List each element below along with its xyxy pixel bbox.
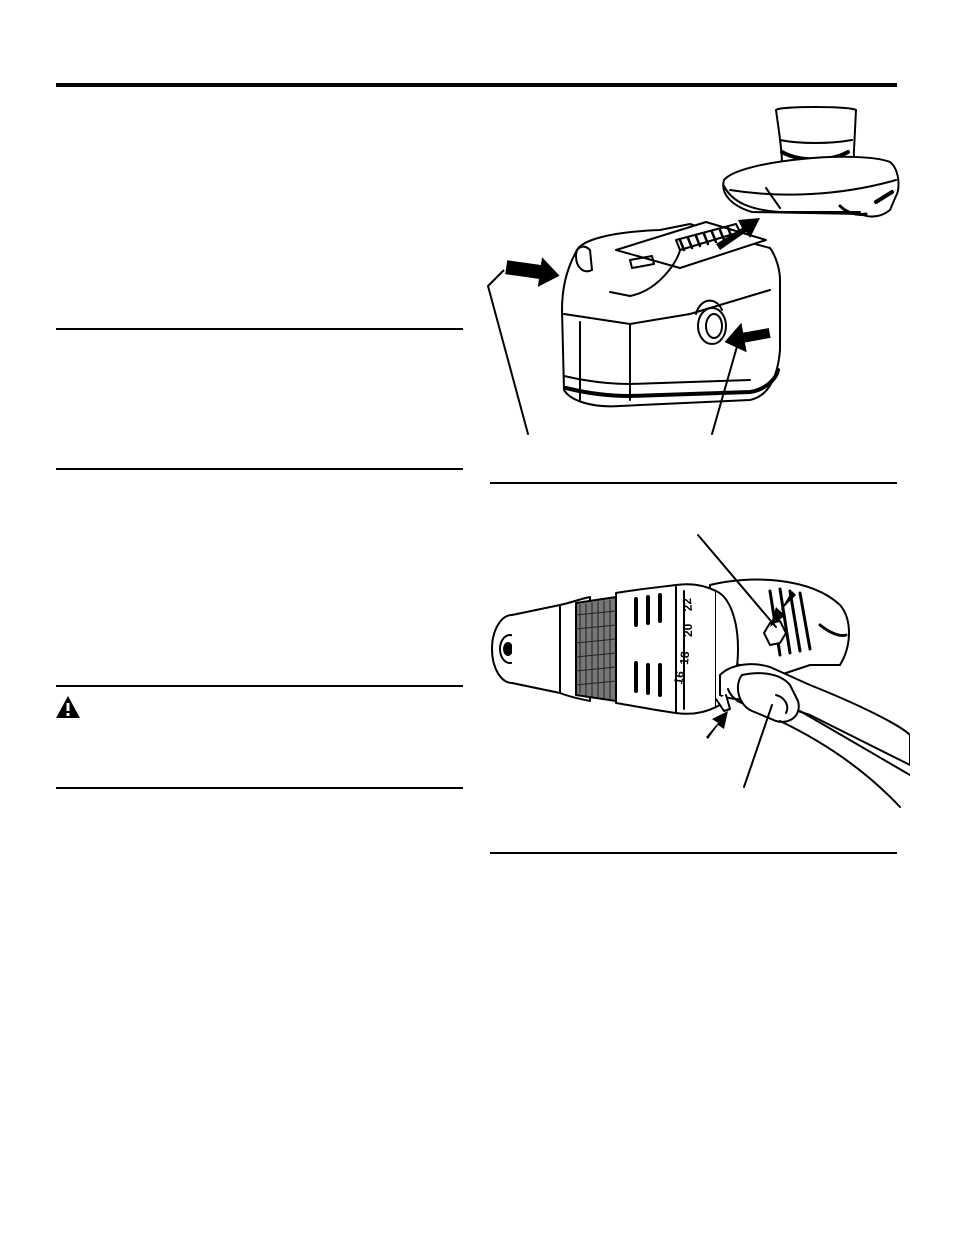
push-arrow-icon	[504, 252, 562, 289]
knurled-sleeve	[576, 597, 616, 701]
figure-divider	[490, 852, 897, 854]
push-arrow-icon	[706, 711, 728, 739]
battery-pack	[562, 222, 780, 406]
clutch-number: 20	[681, 623, 695, 637]
tool-handle-base	[723, 107, 898, 217]
battery-removal-illustration	[480, 100, 910, 445]
clutch-number: 16	[671, 669, 688, 686]
drill-side-handle-illustration	[480, 525, 910, 825]
clutch-number: 18	[677, 650, 693, 666]
warning-triangle-icon	[55, 695, 81, 719]
warning-bottom-rule	[56, 787, 463, 789]
warning-top-rule	[56, 685, 463, 687]
clutch-number: 22	[679, 597, 695, 612]
latch-leader-line	[488, 286, 528, 434]
figure-divider	[490, 482, 897, 484]
side-handle-leader-line	[744, 705, 772, 787]
header-rule	[56, 83, 897, 87]
section-divider	[56, 468, 463, 470]
section-divider	[56, 328, 463, 330]
